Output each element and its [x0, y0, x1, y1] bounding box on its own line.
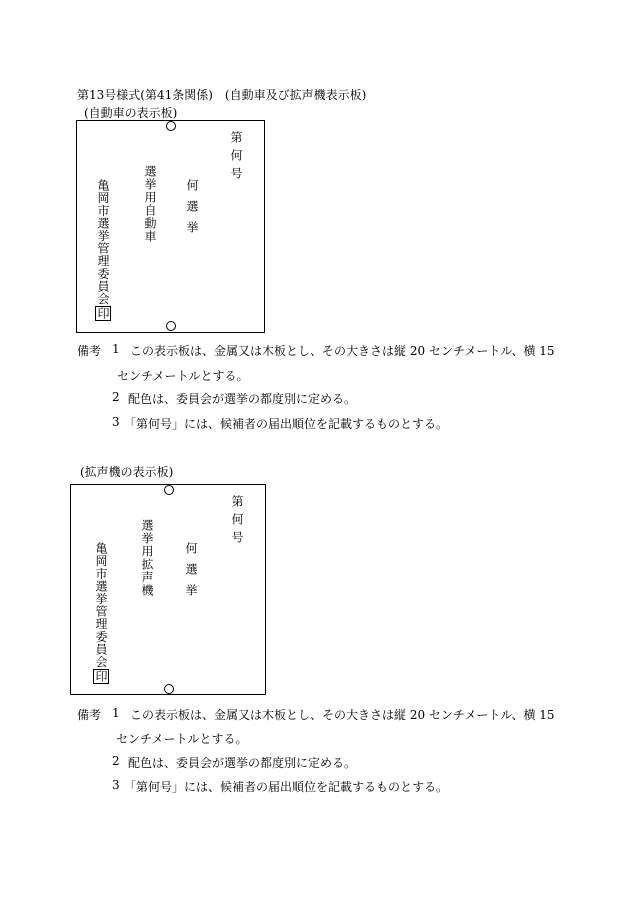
- bottom-mount-hole-icon: [164, 684, 174, 694]
- car-board-committee-text: 亀岡市選挙管理委員会: [96, 179, 110, 305]
- speaker-display-board: [70, 484, 266, 695]
- speaker-board-committee-text: 亀岡市選挙管理委員会: [94, 542, 108, 668]
- note-1-number: 1: [112, 342, 120, 356]
- car-board-number: 第何号: [229, 131, 243, 185]
- car-board-vehicle: 選挙用自動車: [143, 165, 157, 243]
- car-display-board: [76, 120, 265, 333]
- speaker-board-committee: [93, 542, 109, 684]
- top-mount-hole-icon: [166, 121, 176, 131]
- note-1-continuation: センチメートルとする。: [116, 732, 248, 746]
- note-1-number: 1: [112, 706, 120, 720]
- form-title: 第13号様式(第41条関係) (自動車及び拡声機表示板): [77, 88, 367, 102]
- car-board-election: 何選挙: [185, 179, 199, 242]
- note-3-number: 3: [112, 415, 120, 429]
- seal-icon: 印: [96, 307, 110, 320]
- speaker-board-election: 何選挙: [184, 542, 198, 605]
- speaker-board-caption: (拡声機の表示板): [80, 465, 174, 479]
- note-3-text: 「第何号」には、候補者の届出順位を記載するものとする。: [124, 417, 449, 431]
- note-1-continuation: センチメートルとする。: [117, 369, 249, 383]
- bottom-mount-hole-icon: [166, 321, 176, 331]
- seal-icon: 印: [94, 670, 108, 683]
- notes-label: 備考: [77, 708, 102, 722]
- note-2-text: 配色は、委員会が選挙の都度別に定める。: [128, 756, 357, 770]
- speaker-board-vehicle: 選挙用拡声機: [140, 519, 154, 597]
- note-2-text: 配色は、委員会が選挙の都度別に定める。: [128, 392, 357, 406]
- note-1-text: この表示板は、金属又は木板とし、その大きさは縦 20 センチメートル、横 15: [130, 708, 555, 722]
- note-2-number: 2: [112, 754, 120, 768]
- notes-label: 備考: [77, 344, 102, 358]
- top-mount-hole-icon: [164, 485, 174, 495]
- note-2-number: 2: [112, 390, 120, 404]
- car-board-caption: (自動車の表示板): [84, 106, 178, 120]
- car-board-committee: [95, 179, 111, 321]
- note-3-number: 3: [112, 778, 120, 792]
- note-3-text: 「第何号」には、候補者の届出順位を記載するものとする。: [124, 780, 449, 794]
- speaker-board-number: 第何号: [230, 495, 244, 549]
- note-1-text: この表示板は、金属又は木板とし、その大きさは縦 20 センチメートル、横 15: [130, 344, 555, 358]
